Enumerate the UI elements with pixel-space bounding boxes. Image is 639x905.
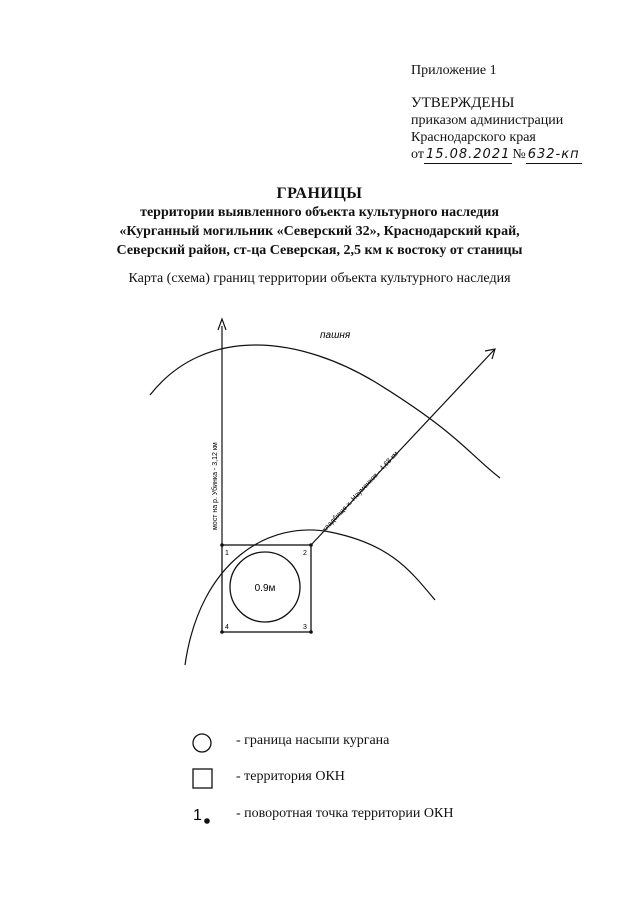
title-line-1: территории выявленного объекта культурного наследия bbox=[140, 205, 499, 220]
point-label-2: 2 bbox=[303, 550, 307, 557]
turning-point-1 bbox=[220, 543, 224, 547]
approved-label: УТВЕРЖДЕНЫ bbox=[411, 95, 515, 111]
order-line-1: приказом администрации bbox=[411, 113, 564, 128]
appendix-label: Приложение 1 bbox=[411, 63, 497, 78]
date-value: 15.08.2021 bbox=[425, 147, 511, 162]
title-line-3: Северский район, ст-ца Северская, 2,5 км к востоку от станицы bbox=[116, 243, 523, 258]
field-boundary-line bbox=[150, 345, 500, 478]
legend-point-icon bbox=[204, 818, 210, 824]
map-caption: Карта (схема) границ территории объекта культурного наследия bbox=[128, 271, 511, 286]
legend-circle-icon bbox=[193, 734, 211, 752]
point-label-1: 1 bbox=[225, 550, 229, 557]
number-value: 632-кп bbox=[527, 147, 580, 162]
legend-text-territory: - территория ОКН bbox=[236, 769, 345, 784]
field-label: пашня bbox=[320, 330, 351, 341]
road-ne-label: кладбище х. Науменков - 4,68 км bbox=[321, 450, 400, 534]
title-main: ГРАНИЦЫ bbox=[276, 185, 363, 202]
point-label-3: 3 bbox=[303, 624, 307, 631]
number-prefix: № bbox=[512, 147, 526, 162]
turning-point-3 bbox=[309, 630, 313, 634]
title-line-2: «Курганный могильник «Северский 32», Краснодарский край, bbox=[119, 224, 520, 239]
road-north-label: мост на р. Убинка - 3,12 км bbox=[212, 442, 219, 530]
legend-text-mound: - граница насыпи кургана bbox=[236, 733, 390, 748]
turning-point-4 bbox=[220, 630, 224, 634]
legend-point-number: 1 bbox=[193, 807, 202, 824]
date-prefix: от bbox=[411, 147, 424, 162]
mound-height-label: 0.9м bbox=[254, 583, 276, 594]
order-line-2: Краснодарского края bbox=[411, 130, 536, 145]
legend-text-point: - поворотная точка территории ОКН bbox=[236, 806, 454, 821]
point-label-4: 4 bbox=[225, 624, 229, 631]
turning-point-2 bbox=[309, 543, 313, 547]
legend-square-icon bbox=[193, 769, 212, 788]
